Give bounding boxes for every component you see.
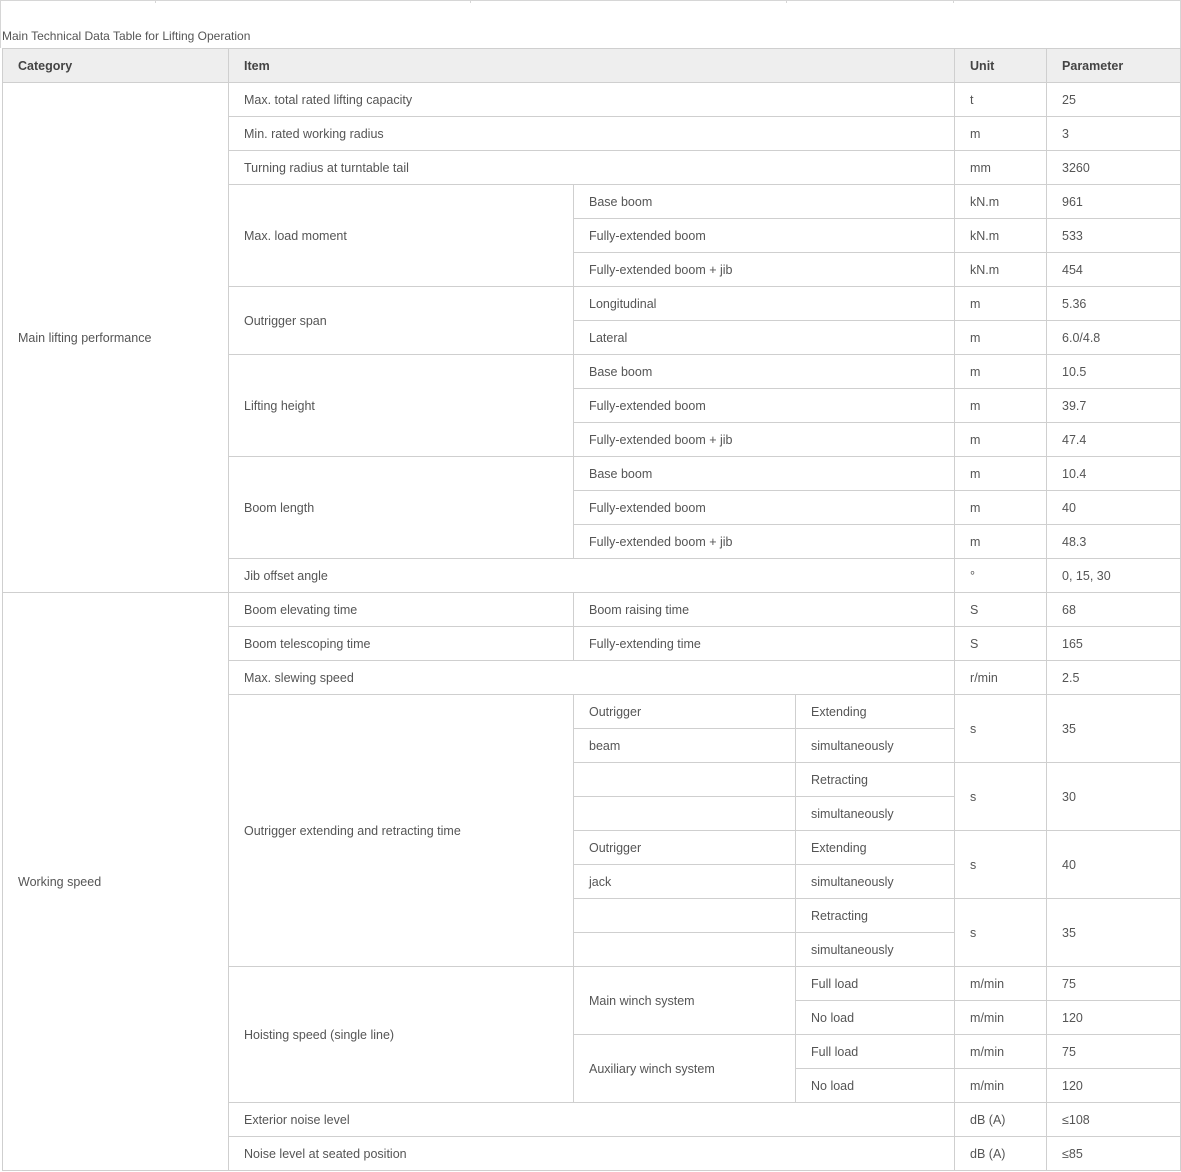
header-category: Category (3, 49, 229, 83)
header-item: Item (229, 49, 955, 83)
parameter-cell: 533 (1047, 219, 1181, 253)
unit-cell: dB (A) (955, 1103, 1047, 1137)
mode-cell: Extending (796, 831, 955, 865)
unit-cell: m (955, 355, 1047, 389)
item-cell: Min. rated working radius (229, 117, 955, 151)
mode-cell: simultaneously (796, 797, 955, 831)
parameter-cell: 2.5 (1047, 661, 1181, 695)
parameter-cell: 40 (1047, 491, 1181, 525)
subitem-cell: beam (574, 729, 796, 763)
unit-cell: m (955, 389, 1047, 423)
unit-cell: s (955, 831, 1047, 899)
parameter-cell: 10.5 (1047, 355, 1181, 389)
parameter-cell: 165 (1047, 627, 1181, 661)
unit-cell: m (955, 491, 1047, 525)
item-cell: Lifting height (229, 355, 574, 457)
mode-cell: simultaneously (796, 865, 955, 899)
item-cell: Boom elevating time (229, 593, 574, 627)
header-unit: Unit (955, 49, 1047, 83)
unit-cell: m (955, 117, 1047, 151)
subitem-cell: Fully-extended boom (574, 219, 955, 253)
subitem-cell: Fully-extending time (574, 627, 955, 661)
unit-cell: t (955, 83, 1047, 117)
empty-cell (574, 933, 796, 967)
item-cell: Outrigger span (229, 287, 574, 355)
subitem-cell: Base boom (574, 185, 955, 219)
parameter-cell: 75 (1047, 967, 1181, 1001)
parameter-cell: 120 (1047, 1001, 1181, 1035)
subitem-cell: Outrigger (574, 831, 796, 865)
unit-cell: m (955, 321, 1047, 355)
parameter-cell: 454 (1047, 253, 1181, 287)
parameter-cell: 40 (1047, 831, 1181, 899)
item-cell: Hoisting speed (single line) (229, 967, 574, 1103)
subitem-cell: Base boom (574, 457, 955, 491)
mode-cell: No load (796, 1001, 955, 1035)
parameter-cell: 961 (1047, 185, 1181, 219)
parameter-cell: 35 (1047, 695, 1181, 763)
parameter-cell: 120 (1047, 1069, 1181, 1103)
unit-cell: kN.m (955, 253, 1047, 287)
unit-cell: m/min (955, 1035, 1047, 1069)
parameter-cell: 3260 (1047, 151, 1181, 185)
mode-cell: simultaneously (796, 729, 955, 763)
subitem-cell: Fully-extended boom (574, 389, 955, 423)
unit-cell: m/min (955, 967, 1047, 1001)
item-cell: Max. total rated lifting capacity (229, 83, 955, 117)
item-cell: Outrigger extending and retracting time (229, 695, 574, 967)
unit-cell: s (955, 899, 1047, 967)
subitem-cell: Fully-extended boom + jib (574, 423, 955, 457)
table-caption: Main Technical Data Table for Lifting Operation (2, 29, 251, 43)
subitem-cell: Fully-extended boom + jib (574, 525, 955, 559)
subitem-cell: Fully-extended boom + jib (574, 253, 955, 287)
unit-cell: s (955, 695, 1047, 763)
subitem-cell: Auxiliary winch system (574, 1035, 796, 1103)
item-cell: Turning radius at turntable tail (229, 151, 955, 185)
subitem-cell: Outrigger (574, 695, 796, 729)
header-row (3, 49, 1181, 83)
parameter-cell: 47.4 (1047, 423, 1181, 457)
parameter-cell: 0, 15, 30 (1047, 559, 1181, 593)
parameter-cell: 5.36 (1047, 287, 1181, 321)
table-row (3, 593, 1181, 627)
empty-cell (574, 899, 796, 933)
unit-cell: kN.m (955, 219, 1047, 253)
unit-cell: S (955, 593, 1047, 627)
parameter-cell: 3 (1047, 117, 1181, 151)
unit-cell: m (955, 457, 1047, 491)
category-main-lifting: Main lifting performance (3, 83, 229, 593)
mode-cell: Full load (796, 967, 955, 1001)
parameter-cell: 25 (1047, 83, 1181, 117)
unit-cell: m (955, 525, 1047, 559)
unit-cell: ° (955, 559, 1047, 593)
unit-cell: mm (955, 151, 1047, 185)
subitem-cell: Base boom (574, 355, 955, 389)
header-parameter: Parameter (1047, 49, 1181, 83)
parameter-cell: ≤108 (1047, 1103, 1181, 1137)
empty-cell (574, 797, 796, 831)
item-cell: Exterior noise level (229, 1103, 955, 1137)
parameter-cell: 75 (1047, 1035, 1181, 1069)
item-cell: Max. load moment (229, 185, 574, 287)
mode-cell: Full load (796, 1035, 955, 1069)
subitem-cell: Longitudinal (574, 287, 955, 321)
item-cell: Boom length (229, 457, 574, 559)
subitem-cell: jack (574, 865, 796, 899)
subitem-cell: Fully-extended boom (574, 491, 955, 525)
unit-cell: r/min (955, 661, 1047, 695)
table-row (3, 83, 1181, 117)
unit-cell: dB (A) (955, 1137, 1047, 1171)
parameter-cell: 39.7 (1047, 389, 1181, 423)
unit-cell: m/min (955, 1069, 1047, 1103)
parameter-cell: 6.0/4.8 (1047, 321, 1181, 355)
subitem-cell: Lateral (574, 321, 955, 355)
item-cell: Boom telescoping time (229, 627, 574, 661)
item-cell: Noise level at seated position (229, 1137, 955, 1171)
mode-cell: simultaneously (796, 933, 955, 967)
top-rule (0, 0, 1181, 1)
category-working-speed: Working speed (3, 593, 229, 1171)
unit-cell: S (955, 627, 1047, 661)
unit-cell: kN.m (955, 185, 1047, 219)
mode-cell: Retracting (796, 763, 955, 797)
mode-cell: Extending (796, 695, 955, 729)
empty-cell (574, 763, 796, 797)
parameter-cell: 10.4 (1047, 457, 1181, 491)
unit-cell: m/min (955, 1001, 1047, 1035)
parameter-cell: 68 (1047, 593, 1181, 627)
subitem-cell: Main winch system (574, 967, 796, 1035)
item-cell: Jib offset angle (229, 559, 955, 593)
unit-cell: m (955, 287, 1047, 321)
frame-left-edge (0, 0, 1, 48)
mode-cell: Retracting (796, 899, 955, 933)
item-cell: Max. slewing speed (229, 661, 955, 695)
parameter-cell: 30 (1047, 763, 1181, 831)
technical-data-table (2, 48, 1181, 1171)
mode-cell: No load (796, 1069, 955, 1103)
parameter-cell: ≤85 (1047, 1137, 1181, 1171)
parameter-cell: 35 (1047, 899, 1181, 967)
unit-cell: s (955, 763, 1047, 831)
parameter-cell: 48.3 (1047, 525, 1181, 559)
unit-cell: m (955, 423, 1047, 457)
subitem-cell: Boom raising time (574, 593, 955, 627)
